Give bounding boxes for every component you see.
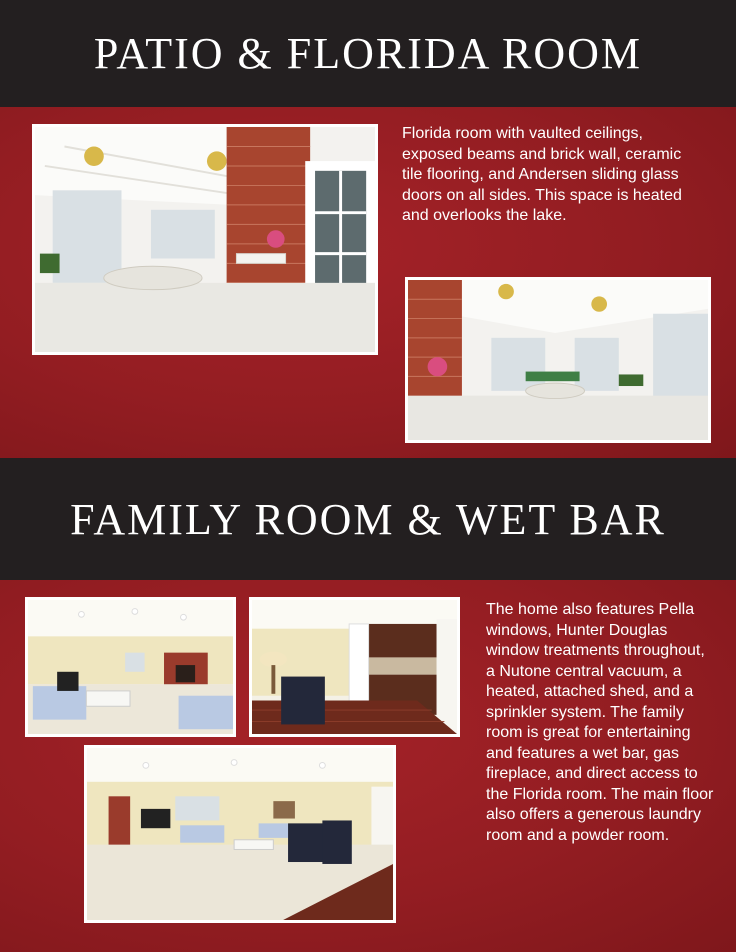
- photo-wet-bar: [249, 597, 460, 737]
- section-title-family: FAMILY ROOM & WET BAR: [70, 494, 666, 544]
- photo-family-room-wide: [25, 597, 236, 737]
- photo-florida-room-second: [405, 277, 711, 443]
- photo-family-room-third: [84, 745, 396, 923]
- section-header-patio: [0, 0, 736, 107]
- section-header-family: [0, 458, 736, 580]
- patio-description: Florida room with vaulted ceilings, exposed beams and brick wall, ceramic tile flooring, and Andersen sliding glass doors on all sides. This space is heated and overlooks the lake.: [402, 125, 682, 224]
- family-description: The home also features Pella windows, Hunter Douglas window treatments throughout, a Nutone central vacuum, a heated, attached shed, and a sprinkler system. The family room is great for entertaining and features a wet bar, gas fireplace, and direct access to the Florida room. The main floor also offers a generous laundry room and a powder room.: [486, 601, 714, 844]
- photo-florida-room-main: [32, 124, 378, 355]
- section-title-patio: PATIO & FLORIDA ROOM: [93, 29, 643, 78]
